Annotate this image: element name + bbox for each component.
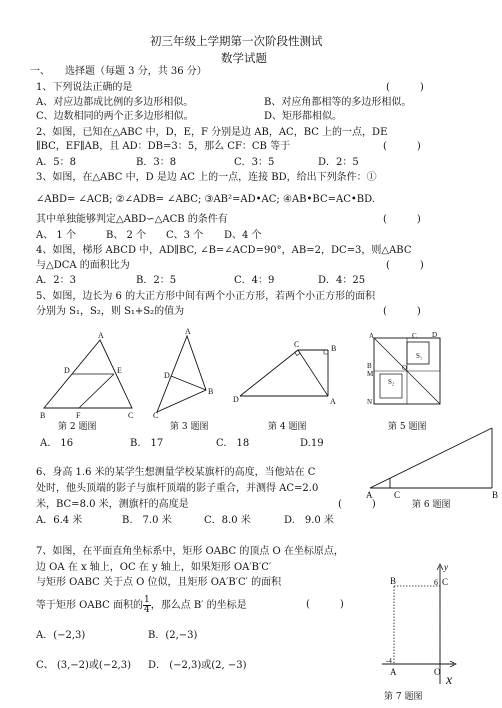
q5-option-d: D.19 [300,438,324,449]
fig5-label-s1: S₁ [416,352,423,360]
fig7-label-o: O [434,667,441,677]
fig3-label-b: B [208,387,214,396]
q2-option-d: D．2：5 [318,157,359,168]
q3-option-c: C、3 个 [166,230,204,241]
fig5-label-n: N [367,398,373,406]
q6-option-b: B. 7.0 米 [122,515,172,526]
fig7-label-neg4: -4 [386,657,392,665]
fig7-label-six: 6 [434,578,438,587]
q1-option-d: D、矩形都相似。 [264,111,343,122]
fig7-label-y: y [444,562,448,572]
q2-option-c: C．3：5 [234,157,275,168]
fig2-label-d: D [64,366,70,375]
figure-4-trapezoid [232,340,342,410]
fig2-label-f: F [76,411,81,420]
q7-answer-blank: ( ) [306,599,344,610]
fig2-label-a: A [98,331,104,340]
q4-line1: 4、如图，梯形 ABCD 中，AD∥BC, ∠B=∠ACD=90°，AB=2，DC=3，则△ABC [36,245,412,256]
q3-line2: ∠ABD= ∠ACB; ②∠ADB= ∠ABC; ③AB²=AD•AC; ④AB•BC=AC•BD. [36,194,375,205]
q3-option-d: D、4 个 [224,230,262,241]
q6-line2: 处时，他头顶端的影子与旗杆顶端的影子重合，并测得 AC=2.0 [36,483,319,494]
fig7-label-b: B [390,576,397,586]
q2-line1: 2、如图，已知在△ABC 中，D，E，F 分别是边 AB，AC，BC 上的一点，DE [36,127,388,138]
q2-answer-blank: ( ) [383,141,421,152]
q7-line4-pre: 等于矩形 OABC 面积的 [36,600,143,611]
fig5-label-d: D [432,331,438,339]
q7-line2: 边 OA 在 x 轴上，OC 在 y 轴上，如果矩形 OA′B′C′ [36,562,272,573]
q7-option-b: B．(2,−3) [148,630,198,641]
q1-stem: 1、下列说法正确的是 [36,82,133,93]
q7-line3: 与矩形 OABC 关于点 O 位似，且矩形 OA′B′C′ 的面积 [36,577,282,588]
q2-line2: ∥BC，EF∥AB，且 AD：DB=3：5，那么 CF：CB 等于 [36,141,291,152]
q1-option-b: B、对应角都相等的多边形相似。 [264,97,412,108]
fig5-label-c: C [412,332,417,340]
q6-option-a: A．6.4 米 [36,515,83,526]
fig7-label-a: A [390,667,397,677]
fig3-label-a: A [185,327,191,336]
q2-option-b: B．3：8 [136,157,177,168]
figure-5-squares [366,332,448,412]
fig3-label-c: C [153,411,159,420]
q6-option-d: D. 9.0 米 [284,515,334,526]
q4-line2: 与△DCA 的面积比为 [36,260,130,271]
q1-option-a: A、对应边都成比例的多边形相似。 [36,97,194,108]
q3-line1: 3、如图，在△ABC 中，D 是边 AC 上的一点，连接 BD，给出下列条件：① [36,172,377,183]
q1-option-c: C、边数相同的两个正多边形相似。 [36,111,194,122]
fig7-caption: 第 7 题图 [384,692,423,702]
q4-option-d: D．4：25 [318,275,366,286]
section-heading: 一、 选择题（每题 3 分，共 36 分） [30,66,207,77]
fig4-label-a: A [330,397,336,406]
q7-option-d: D． (−2,3)或(2, −3) [148,660,247,671]
q5-option-b: B. 17 [130,438,164,449]
q3-answer-blank: ( ) [383,214,421,225]
q7-line4 [36,596,247,615]
fig6-label-c: C [394,490,401,500]
q5-option-a: A. 16 [40,438,74,449]
fig4-label-b: B [331,344,337,353]
page-title: 初三年级上学期第一次阶段性测试 [150,34,323,48]
fig5-label-o: O [402,364,408,372]
q4-answer-blank: ( ) [386,260,424,271]
q4-option-c: C．4：9 [234,275,275,286]
q3-option-b: B、 2 个 [106,230,147,241]
q6-answer-blank: ( ) [338,499,376,510]
q6-line3: 米，BC=8.0 米，测旗杆的高度是 [36,499,189,510]
q2-option-a: A．5：8 [36,157,76,168]
fig4-label-c: C [294,340,300,349]
fig5-label-b: B [367,362,372,370]
q5-line2: 分别为 S₁，S₂，则 S₁+S₂的值为 [36,306,185,317]
q7-frac-num: 1 [143,595,150,605]
q7-option-a: A．(−2,3) [36,630,86,641]
q5-answer-blank: ( ) [383,306,421,317]
page-subtitle: 数学试题 [221,51,267,65]
q4-option-b: B．2：5 [136,275,177,286]
q6-line1: 6、身高 1.6 米的某学生想测量学校某旗杆的高度，当他站在 C [36,467,316,478]
q3-line3: 其中单独能够判定△ABD∽△ACB 的条件有 [36,214,228,225]
figure-3-triangle [152,327,214,420]
q6-option-c: C．8.0 米 [204,515,251,526]
fig6-label-b: B [492,490,499,500]
fig6-label-a: A [366,490,373,500]
q7-line4-post: ，那么点 B′ 的坐标是 [150,600,247,611]
figure-7-coordinate-plane [380,560,460,690]
fig4-label-d: D [233,395,239,404]
fig5-label-a: A [369,332,375,340]
q7-line1: 7、如图，在平面直角坐标系中，矩形 OABC 的顶点 O 在坐标原点， [36,546,344,557]
q7-fraction [143,596,151,615]
q4-option-a: A．2：3 [36,275,76,286]
fig6-caption: 第 6 题图 [412,500,451,510]
q1-answer-blank: ( ) [386,82,424,93]
fig4-caption: 第 4 题图 [268,422,307,432]
fig3-caption: 第 3 题图 [170,422,209,432]
fig2-label-e: E [117,366,122,375]
q7-frac-den: 4 [143,605,150,615]
fig2-caption: 第 2 题图 [58,422,97,432]
q5-option-c: C. 18 [216,438,250,449]
fig2-label-c: C [128,411,134,420]
fig3-label-d: D [164,371,170,380]
fig2-label-b: B [40,411,46,420]
q7-option-c: C、 (3,−2)或(−2,3) [36,660,131,671]
q3-option-a: A、 1 个 [36,230,76,241]
figure-2-triangle [38,331,138,420]
fig7-label-x: x [446,673,453,688]
fig5-label-m: M [367,370,374,378]
figure-6-flagpole [360,424,500,504]
fig7-label-c: C [442,577,449,587]
q5-line1: 5、如图，边长为 6 的大正方形中间有两个小正方形，若两个小正方形的面积 [36,291,376,302]
fig5-caption: 第 5 题图 [388,422,427,432]
fig5-label-s2: S₂ [388,378,395,386]
